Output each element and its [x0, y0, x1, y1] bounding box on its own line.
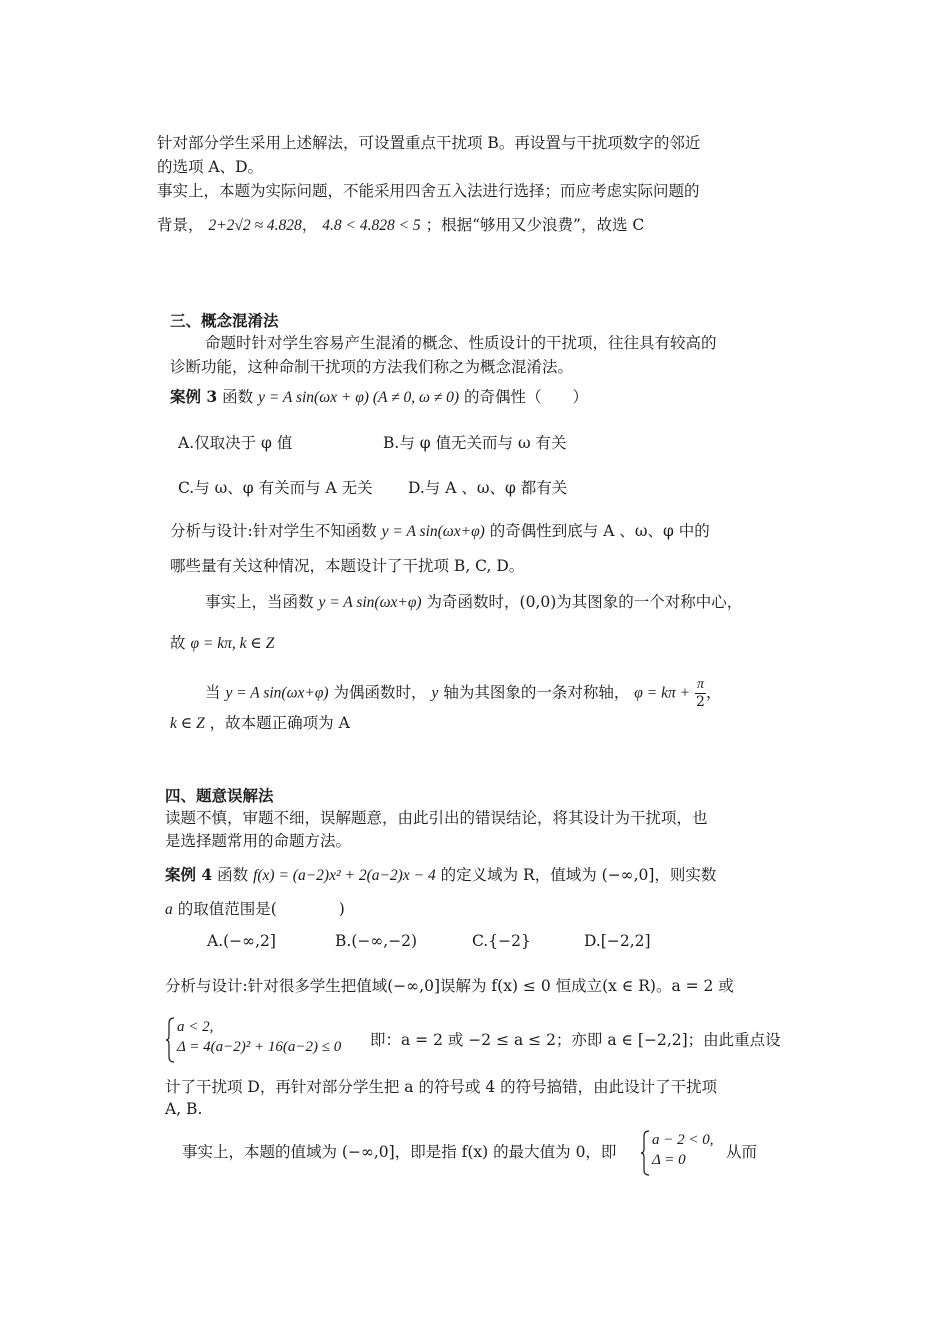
case-3-fact-line-1: [205, 592, 742, 613]
case-4-option-b: B.(−∞,−2): [335, 932, 418, 950]
fact-function-even: y = A sin(ωx+φ): [225, 684, 329, 702]
intro-line-4: 背景， 2+2√2 ≈ 4.828， 4.8 < 4.828 < 5 ；根据“够用又少浪费”，故选 C: [157, 216, 645, 234]
case-4-analysis-line-3: 计了干扰项 D，再针对部分学生把 a 的符号或 4 的符号搞错，由此设计了干扰项: [165, 1078, 718, 1096]
case-3-text-a: 函数: [222, 388, 254, 406]
case-4-function: f(x) = (a−2)x² + 2(a−2)x − 4: [253, 867, 436, 884]
case-4-fact-then: 从而: [726, 1143, 758, 1161]
case-3-text-b: 的奇偶性（ ）: [464, 388, 589, 406]
case-3-option-d: D.与 A 、ω、φ 都有关: [408, 479, 568, 497]
fact-text-b: 为奇函数时，(0,0)为其图象的一个对称中心，: [426, 593, 743, 611]
case-3-analysis-line-1: [170, 521, 710, 542]
fact-function: y = A sin(ωx+φ): [318, 594, 422, 611]
analysis-text-a: 分析与设计:针对学生不知函数: [170, 522, 377, 540]
case-4-text-a: 函数: [217, 866, 249, 884]
left-brace-icon: [165, 1017, 175, 1063]
system-1-row-2: Δ = 4(a−2)² + 16(a−2) ≤ 0: [177, 1039, 342, 1055]
analysis-function: y = A sin(ωx+φ): [381, 523, 485, 540]
intro-math-approx: 2+2√2 ≈ 4.828: [208, 217, 302, 234]
system-2-row-2: Δ = 0: [652, 1152, 686, 1168]
case-4-variable-a: a: [165, 901, 173, 918]
case-3-option-c: C.与 ω、φ 有关而与 A 无关: [178, 479, 373, 497]
case-3-stem: [170, 387, 588, 408]
analysis-text-b: 的奇偶性到底与 A 、ω、φ 中的: [489, 522, 710, 540]
case-4-analysis-line-4: A, B.: [165, 1100, 203, 1118]
fact-answer: ，故本题正确项为 A: [209, 714, 350, 732]
system-1-row-1: a < 2,: [177, 1019, 214, 1035]
case-3-option-a: A.仅取决于 φ 值: [178, 434, 293, 452]
fact-text-when: 当: [205, 683, 221, 702]
case-4-question: 的取值范围是( ): [177, 900, 345, 918]
intro-line-3: 事实上，本题为实际问题，不能采用四舍五入法进行选择；而应考虑实际问题的: [157, 182, 700, 200]
fact-k-in-z: k ∈ Z: [170, 715, 205, 732]
fact-text-axis: 轴为其图象的一条对称轴，: [443, 683, 630, 702]
case-3-option-b: B.与 φ 值无关而与 ω 有关: [383, 434, 567, 452]
case-4-option-c: C.{−2}: [472, 932, 531, 950]
section-3-para-1: 命题时针对学生容易产生混淆的概念、性质设计的干扰项，往往具有较高的: [205, 334, 717, 352]
fact-text-a: 事实上，当函数: [205, 593, 314, 611]
fraction-denominator: 2: [696, 694, 705, 710]
intro-math-inequality: 4.8 < 4.828 < 5: [322, 217, 421, 234]
case-4-fact-line: 事实上，本题的值域为 (−∞,0]，即是指 f(x) 的最大值为 0，即: [182, 1143, 617, 1161]
case-4-analysis-line-1: 分析与设计:针对很多学生把值域(−∞,0]误解为 f(x) ≤ 0 恒成立(x ∈ R)。a = 2 或: [165, 977, 734, 995]
case-4-stem: [165, 865, 716, 886]
fraction-pi-over-2: [695, 677, 706, 710]
inequality-system-1: [165, 1017, 365, 1063]
intro-text-conclusion: ；根据“够用又少浪费”，故选 C: [425, 216, 645, 234]
fact-odd-condition: φ = kπ, k ∈ Z: [190, 635, 275, 652]
case-3-label: 案例 3: [170, 387, 218, 406]
section-4-para-1: 读题不慎，审题不细，误解题意，由此引出的错误结论，将其设计为干扰项，也: [165, 809, 708, 827]
case-3-fact-line-4: [170, 713, 350, 734]
intro-line-1: 针对部分学生采用上述解法，可设置重点干扰项 B。再设置与干扰项数字的邻近: [157, 134, 701, 152]
intro-line-2: 的选项 A、D。: [157, 158, 264, 176]
case-3-fact-line-2: [170, 633, 274, 654]
section-4-para-2: 是选择题常用的命题方法。: [165, 832, 352, 850]
fact-y-axis: y: [431, 684, 439, 702]
case-4-option-a: A.(−∞,2]: [207, 932, 276, 950]
section-3-title: 三、概念混淆法: [170, 311, 279, 330]
section-3-para-2: 诊断功能，这种命制干扰项的方法我们称之为概念混淆法。: [170, 358, 574, 376]
case-4-stem-line-2: [165, 899, 345, 920]
fact-even-condition: φ = kπ +: [634, 684, 691, 702]
fact-text-hence: 故: [170, 634, 186, 652]
case-4-label: 案例 4: [165, 865, 213, 884]
case-3-analysis-line-2: 哪些量有关这种情况，本题设计了干扰项 B, C, D。: [170, 557, 525, 575]
case-3-fact-line-3: 当 y = A sin(ωx+φ) 为偶函数时， y 轴为其图象的一条对称轴， φ = kπ + $\frac{\pi}{2}$ ，: [205, 677, 722, 710]
section-4-title: 四、题意误解法: [165, 786, 274, 805]
case-4-option-d: D.[−2,2]: [584, 932, 651, 950]
fact-text-even: 为偶函数时，: [333, 683, 427, 702]
fraction-numerator: π: [696, 677, 704, 692]
case-3-function: y = A sin(ωx + φ) (A ≠ 0, ω ≠ 0): [258, 389, 460, 406]
intro-text-background: 背景，: [157, 216, 204, 234]
left-brace-icon: [640, 1130, 650, 1176]
case-4-text-b: 的定义域为 R，值域为 (−∞,0]，则实数: [440, 866, 717, 884]
case-4-analysis-line-2: 即：a = 2 或 −2 ≤ a ≤ 2；亦即 a ∈ [−2,2]；由此重点设: [370, 1031, 781, 1049]
system-2-row-1: a − 2 < 0,: [652, 1132, 714, 1148]
